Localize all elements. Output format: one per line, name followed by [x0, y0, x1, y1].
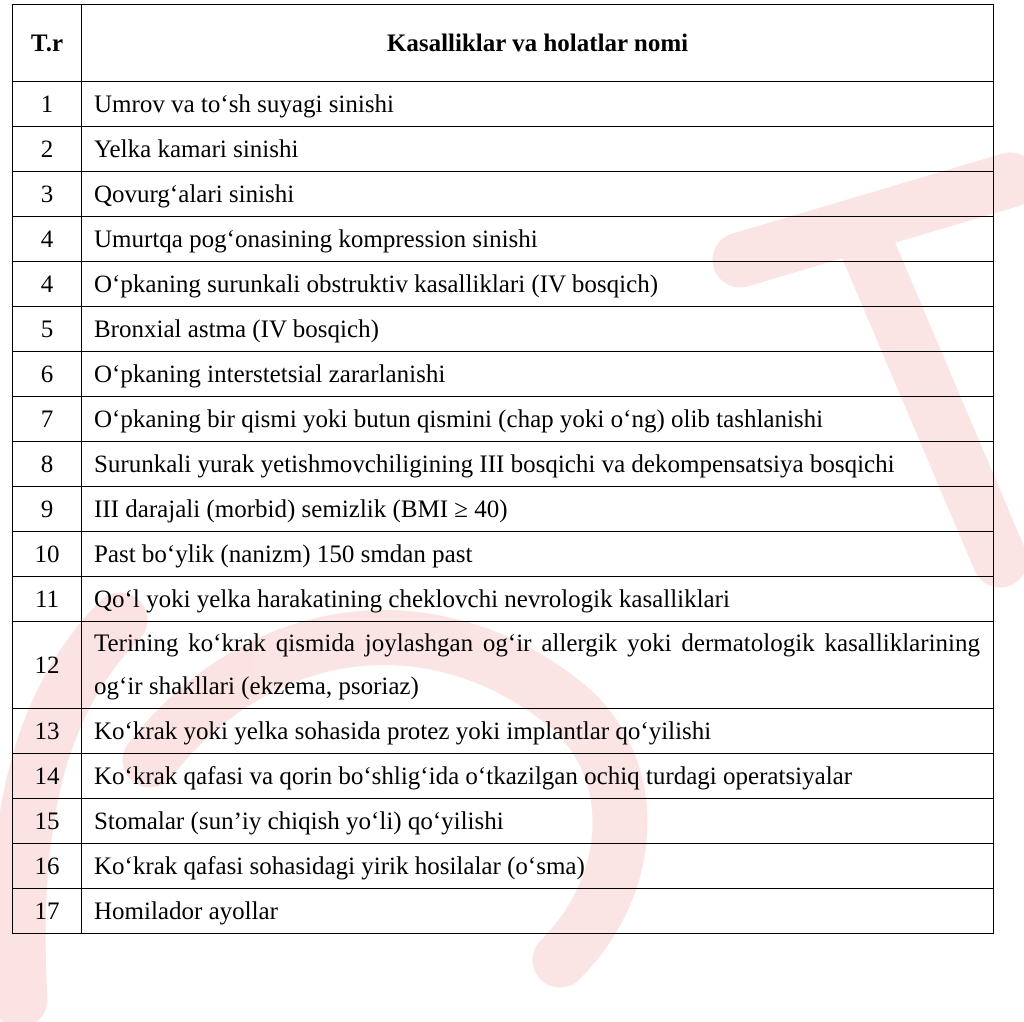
- table-row: [13, 82, 994, 127]
- table-row: [13, 172, 994, 217]
- row-condition-name: Stomalar (sun’iy chiqish yo‘li) qo‘yilishi: [82, 799, 994, 844]
- row-number: 14: [13, 754, 82, 799]
- row-condition-name: Terining ko‘krak qismida joylashgan og‘ir allergik yoki dermatologik kasalliklarining og‘ir shakllari (ekzema, psoriaz): [82, 622, 994, 709]
- table-row: [13, 799, 994, 844]
- row-number: 15: [13, 799, 82, 844]
- row-condition-name: Umurtqa pog‘onasining kompression sinishi: [82, 217, 994, 262]
- table-row: [13, 307, 994, 352]
- row-number: 1: [13, 82, 82, 127]
- row-number: 8: [13, 442, 82, 487]
- row-number: 6: [13, 352, 82, 397]
- row-number: 4: [13, 217, 82, 262]
- row-condition-name: Bronxial astma (IV bosqich): [82, 307, 994, 352]
- row-number: 5: [13, 307, 82, 352]
- row-number: 13: [13, 709, 82, 754]
- table-row: [13, 622, 994, 709]
- row-number: 2: [13, 127, 82, 172]
- table-row: [13, 352, 994, 397]
- row-condition-name: O‘pkaning interstetsial zararlanishi: [82, 352, 994, 397]
- row-number: 11: [13, 577, 82, 622]
- row-number: 7: [13, 397, 82, 442]
- row-condition-name: III darajali (morbid) semizlik (BMI ≥ 40): [82, 487, 994, 532]
- table-row: [13, 577, 994, 622]
- row-condition-name: Surunkali yurak yetishmovchiligining III bosqichi va dekompensatsiya bosqichi: [82, 442, 994, 487]
- table-row: [13, 889, 994, 934]
- table-row: [13, 844, 994, 889]
- table-row: [13, 262, 994, 307]
- row-condition-name: Ko‘krak yoki yelka sohasida protez yoki implantlar qo‘yilishi: [82, 709, 994, 754]
- row-number: 9: [13, 487, 82, 532]
- table-row: [13, 217, 994, 262]
- row-number: 3: [13, 172, 82, 217]
- conditions-table: [12, 4, 994, 934]
- row-condition-name: O‘pkaning bir qismi yoki butun qismini (chap yoki o‘ng) olib tashlanishi: [82, 397, 994, 442]
- table-row: [13, 532, 994, 577]
- table-row: [13, 442, 994, 487]
- row-condition-name: Umrov va to‘sh suyagi sinishi: [82, 82, 994, 127]
- table-body: [13, 82, 994, 934]
- table-header-row: [13, 5, 994, 82]
- table-row: [13, 754, 994, 799]
- row-condition-name: Qo‘l yoki yelka harakatining cheklovchi nevrologik kasalliklari: [82, 577, 994, 622]
- table-row: [13, 397, 994, 442]
- row-condition-name: Qovurg‘alari sinishi: [82, 172, 994, 217]
- table-row: [13, 127, 994, 172]
- table-row: [13, 709, 994, 754]
- row-condition-name: Past bo‘ylik (nanizm) 150 smdan past: [82, 532, 994, 577]
- header-number: T.r: [13, 5, 82, 82]
- row-condition-name: Ko‘krak qafasi sohasidagi yirik hosilalar (o‘sma): [82, 844, 994, 889]
- row-number: 12: [13, 622, 82, 709]
- row-number: 16: [13, 844, 82, 889]
- row-number: 4: [13, 262, 82, 307]
- row-condition-name: Yelka kamari sinishi: [82, 127, 994, 172]
- row-condition-name: O‘pkaning surunkali obstruktiv kasalliklari (IV bosqich): [82, 262, 994, 307]
- row-condition-name: Homilador ayollar: [82, 889, 994, 934]
- row-number: 10: [13, 532, 82, 577]
- row-number: 17: [13, 889, 82, 934]
- row-condition-name: Ko‘krak qafasi va qorin bo‘shlig‘ida o‘tkazilgan ochiq turdagi operatsiyalar: [82, 754, 994, 799]
- table-row: [13, 487, 994, 532]
- header-name: Kasalliklar va holatlar nomi: [82, 5, 994, 82]
